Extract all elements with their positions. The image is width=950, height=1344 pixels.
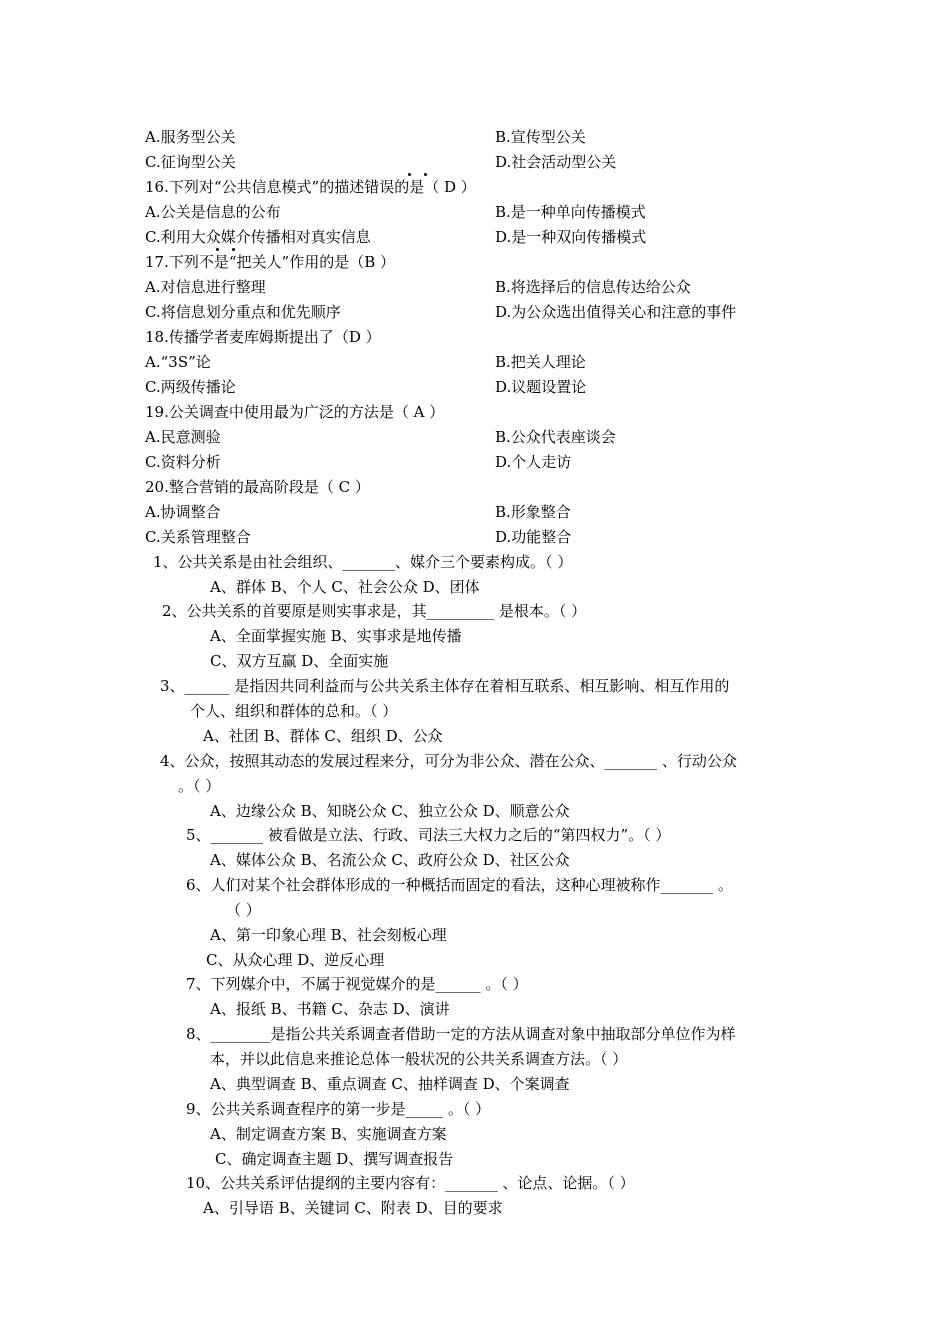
question-4-continued: 。（ ） [178,777,221,795]
question-8-continued: 本，并以此信息来推论总体一般状况的公共关系调查方法。（ ） [210,1050,628,1068]
question-6-continued: （ ） [226,901,261,919]
question-7-options: A、报纸 B、书籍 C、杂志 D、演讲 [210,1000,450,1018]
question-18: 18.传播学者麦库姆斯提出了（D ） [145,328,381,346]
option-b: B.把关人理论 [495,353,586,371]
question-9: 9、公共关系调查程序的第一步是_____ 。（ ） [186,1100,491,1118]
option-b: B.公众代表座谈会 [495,428,616,446]
question-6: 6、人们对某个社会群体形成的一种概括而固定的看法，这种心理被称作_______ 。 [186,876,733,894]
option-b: B.宣传型公关 [495,128,586,146]
question-19: 19.公关调查中使用最为广泛的方法是（ A ） [145,403,445,421]
question-7: 7、下列媒介中，不属于视觉媒介的是______ 。（ ） [186,975,528,993]
question-17: 17.下列不是“把关人”作用的是（B ） [145,253,395,271]
option-d: D.是一种双向传播模式 [495,228,647,246]
question-1: 1、公共关系是由社会组织、_______、媒介三个要素构成。（ ） [153,553,573,571]
question-2-options: A、全面掌握实施 B、实事求是地传播 [210,627,462,645]
question-5-options: A、媒体公众 B、名流公众 C、政府公众 D、社区公众 [210,851,570,869]
question-8: 8、________是指公共关系调查者借助一定的方法从调查对象中抽取部分单位作为样 [186,1025,736,1043]
question-4-options: A、边缘公众 B、知晓公众 C、独立公众 D、顺意公众 [210,802,570,820]
option-a: A.对信息进行整理 [145,278,266,296]
emphasis-dot [424,173,427,176]
option-c: C.将信息划分重点和优先顺序 [145,303,341,321]
question-3-options: A、社团 B、群体 C、组织 D、公众 [203,727,443,745]
option-b: B.是一种单向传播模式 [495,203,646,221]
question-2-options: C、双方互赢 D、全面实施 [210,652,389,670]
question-20: 20.整合营销的最高阶段是（ C ） [145,478,370,496]
emphasis-dot [408,173,411,176]
option-d: D.功能整合 [495,528,572,546]
question-6-options: A、第一印象心理 B、社会刻板心理 [210,926,447,944]
option-d: D.为公众选出值得关心和注意的事件 [495,303,737,321]
question-9-options: C、确定调查主题 D、撰写调查报告 [215,1150,454,1168]
option-d: D.个人走访 [495,453,572,471]
emphasis-dot [232,248,235,251]
question-1-options: A、群体 B、个人 C、社会公众 D、团体 [210,578,480,596]
question-5: 5、_______ 被看做是立法、行政、司法三大权力之后的“第四权力”。（ ） [186,826,671,844]
option-a: A.“3S”论 [145,353,211,371]
option-c: C.利用大众媒介传播相对真实信息 [145,228,371,246]
option-c: C.两级传播论 [145,378,236,396]
question-16: 16.下列对“公共信息模式”的描述错误的是（ D ） [145,178,476,196]
question-9-options: A、制定调查方案 B、实施调查方案 [210,1125,447,1143]
emphasis-dot [216,248,219,251]
question-3-continued: 个人、组织和群体的总和。（ ） [190,702,398,720]
option-b: B.将选择后的信息传达给公众 [495,278,691,296]
question-10-options: A、引导语 B、关键词 C、附表 D、目的要求 [203,1199,503,1217]
option-c: C.征询型公关 [145,153,236,171]
option-c: C.资料分析 [145,453,221,471]
option-d: D.议题设置论 [495,378,587,396]
option-c: C.关系管理整合 [145,528,251,546]
question-10: 10、公共关系评估提纲的主要内容有：_______ 、论点、论据。（ ） [186,1174,635,1192]
option-a: A.协调整合 [145,503,221,521]
question-6-options: C、从众心理 D、逆反心理 [206,951,385,969]
question-3: 3、______ 是指因共同利益而与公共关系主体存在着相互联系、相互影响、相互作用的 [160,677,730,695]
option-d: D.社会活动型公关 [495,153,617,171]
option-a: A.服务型公关 [145,128,236,146]
question-8-options: A、典型调查 B、重点调查 C、抽样调查 D、个案调查 [210,1075,570,1093]
option-b: B.形象整合 [495,503,571,521]
option-a: A.民意测验 [145,428,221,446]
question-2: 2、公共关系的首要原是则实事求是，其_________ 是根本。（ ） [162,602,587,620]
option-a: A.公关是信息的公布 [145,203,281,221]
question-4: 4、公众，按照其动态的发展过程来分，可分为非公众、潜在公众、_______ 、行动公众 [160,752,737,770]
